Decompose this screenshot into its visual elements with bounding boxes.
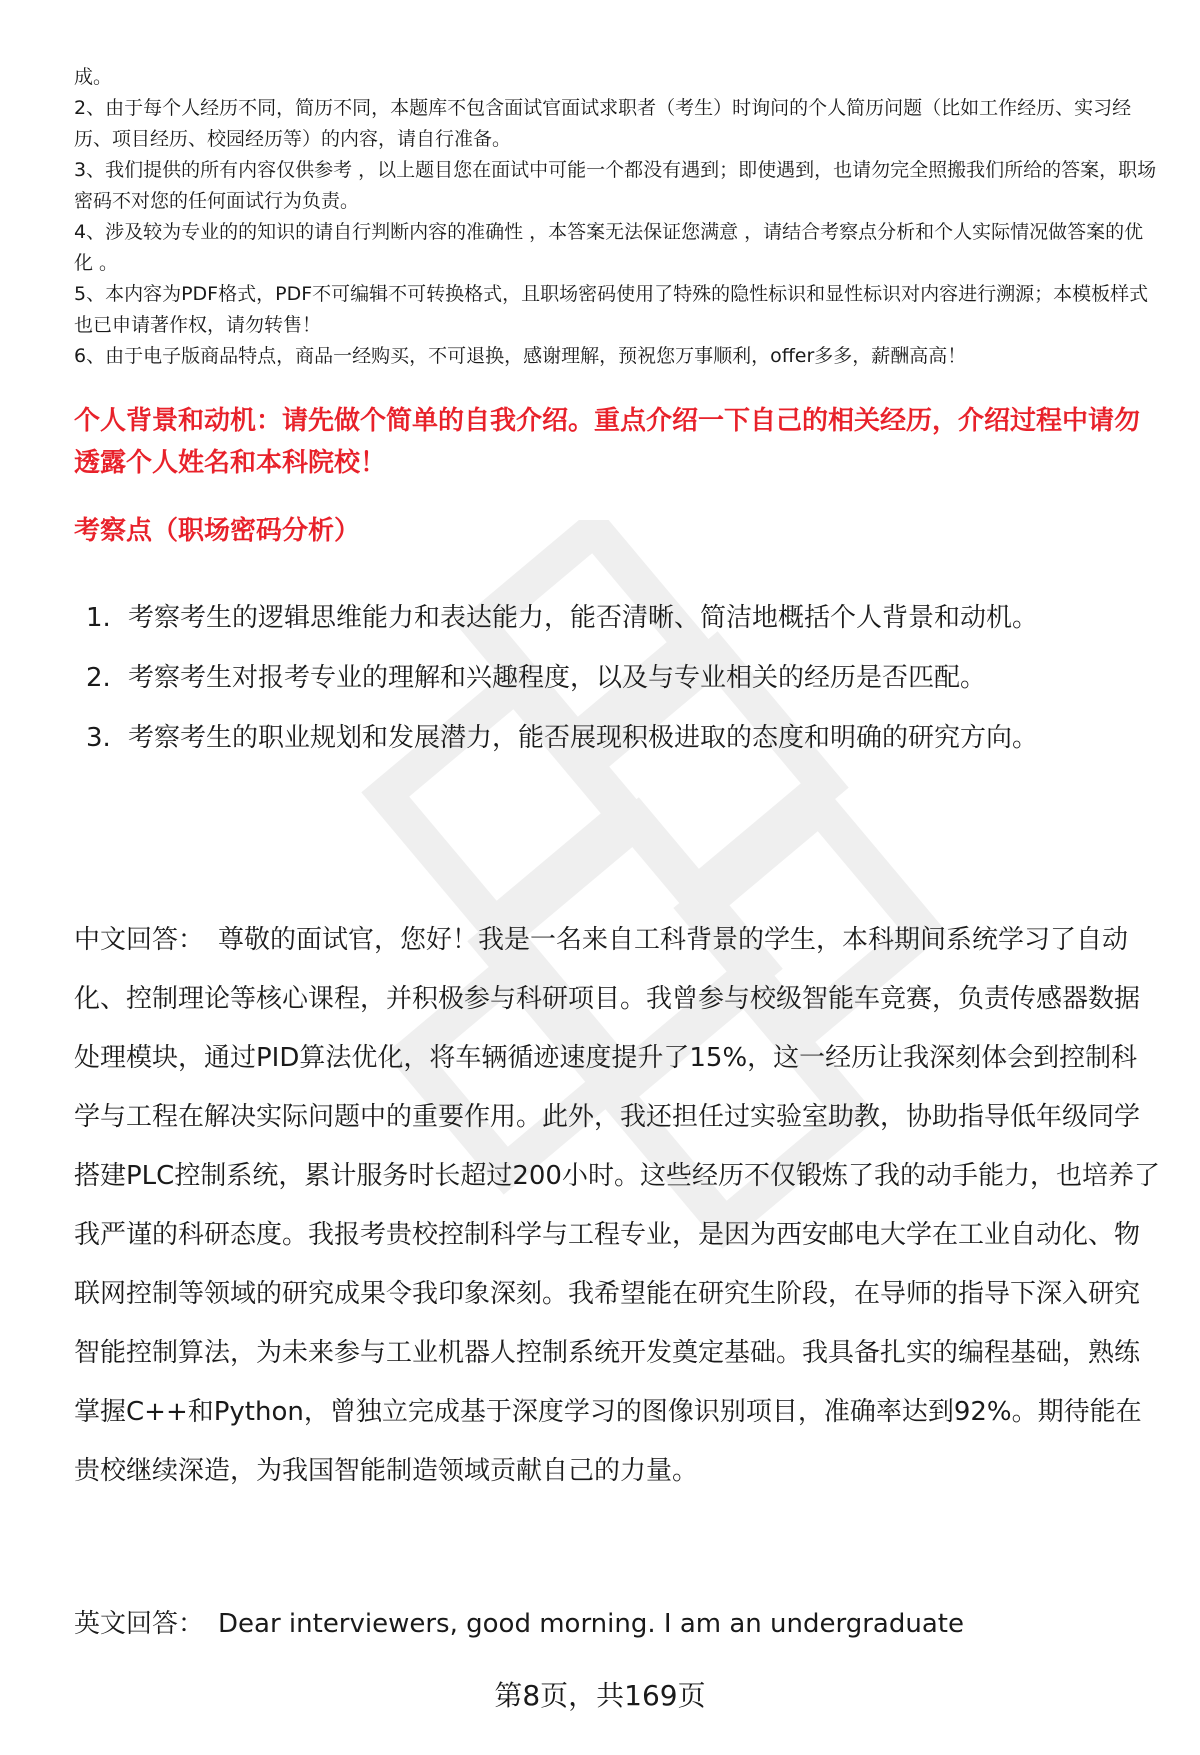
note-item: 4、涉及较为专业的的知识的请自行判断内容的准确性 ，本答案无法保证您满意 ，请结合考察点分析和个人实际情况做答案的优化 。 [74,221,1144,274]
note-item: 3、我们提供的所有内容仅供参考 ，以上题目您在面试中可能一个都没有遇到；即使遇到，也请勿完全照搬我们所给的答案，职场密码不对您的任何面试行为负责。 [74,159,1157,212]
english-answer-label: 英文回答： [74,1609,205,1639]
point-number: 1. [86,603,111,633]
page-number: 第8页，共169页 [494,1679,706,1712]
point-text: 考察考生的逻辑思维能力和表达能力，能否清晰、简洁地概括个人背景和动机。 [128,603,1039,633]
point-number: 2. [86,663,111,693]
list-item [74,708,1160,768]
point-text: 考察考生的职业规划和发展潜力，能否展现积极进取的态度和明确的研究方向。 [128,723,1039,753]
note-item: 成。 [74,66,113,88]
point-number: 3. [86,723,111,753]
question-heading: 个人背景和动机：请先做个简单的自我介绍。重点介绍一下自己的相关经历，介绍过程中请勿透露个人姓名和本科院校！ [74,406,1141,478]
list-item [74,648,1160,708]
note-item: 2、由于每个人经历不同，简历不同，本题库不包含面试官面试求职者（考生）时询问的个人简历问题（比如工作经历、实习经历、项目经历、校园经历等）的内容，请自行准备。 [74,97,1132,150]
chinese-answer-label: 中文回答： [74,925,205,955]
note-item: 6、由于电子版商品特点，商品一经购买，不可退换，感谢理解，预祝您万事顺利，offer多多，薪酬高高！ [74,345,967,367]
english-answer [74,1595,1160,1654]
note-item: 5、本内容为PDF格式，PDF不可编辑不可转换格式，且职场密码使用了特殊的隐性标识和显性标识对内容进行溯源；本模板样式也已申请著作权，请勿转售！ [74,283,1149,336]
points-title: 考察点（职场密码分析） [74,516,361,546]
point-text: 考察考生对报考专业的理解和兴趣程度，以及与专业相关的经历是否匹配。 [128,663,987,693]
chinese-answer [74,911,1160,1501]
list-item [74,588,1160,648]
english-answer-text: Dear interviewers, good morning. I am an undergraduate [218,1609,964,1639]
notes-section [74,62,1160,372]
chinese-answer-text: 尊敬的面试官，您好！我是一名来自工科背景的学生，本科期间系统学习了自动化、控制理论等核心课程，并积极参与科研项目。我曾参与校级智能车竞赛，负责传感器数据处理模块，通过PID算法优化，将车辆循迹速度提升了15%，这一经历让我深刻体会到控制科学与工程在解决实际问题中的重要作用。此外，我还担任过实验室助教，协助指导低年级同学搭建PLC控制系统，累计服务时长超过200小时。这些经历不仅锻炼了我的动手能力，也培养了我严谨的科研态度。我报考贵校控制科学与工程专业，是因为西安邮电大学在工业自动化、物联网控制等领域的研究成果令我印象深刻。我希望能在研究生阶段，在导师的指导下深入研究智能控制算法，为未来参与工业机器人控制系统开发奠定基础。我具备扎实的编程基础，熟练掌握C++和Python，曾独立完成基于深度学习的图像识别项目，准确率达到92%。期待能在贵校继续深造，为我国智能制造领域贡献自己的力量。 [74,925,1160,1486]
points-list [74,588,1160,768]
